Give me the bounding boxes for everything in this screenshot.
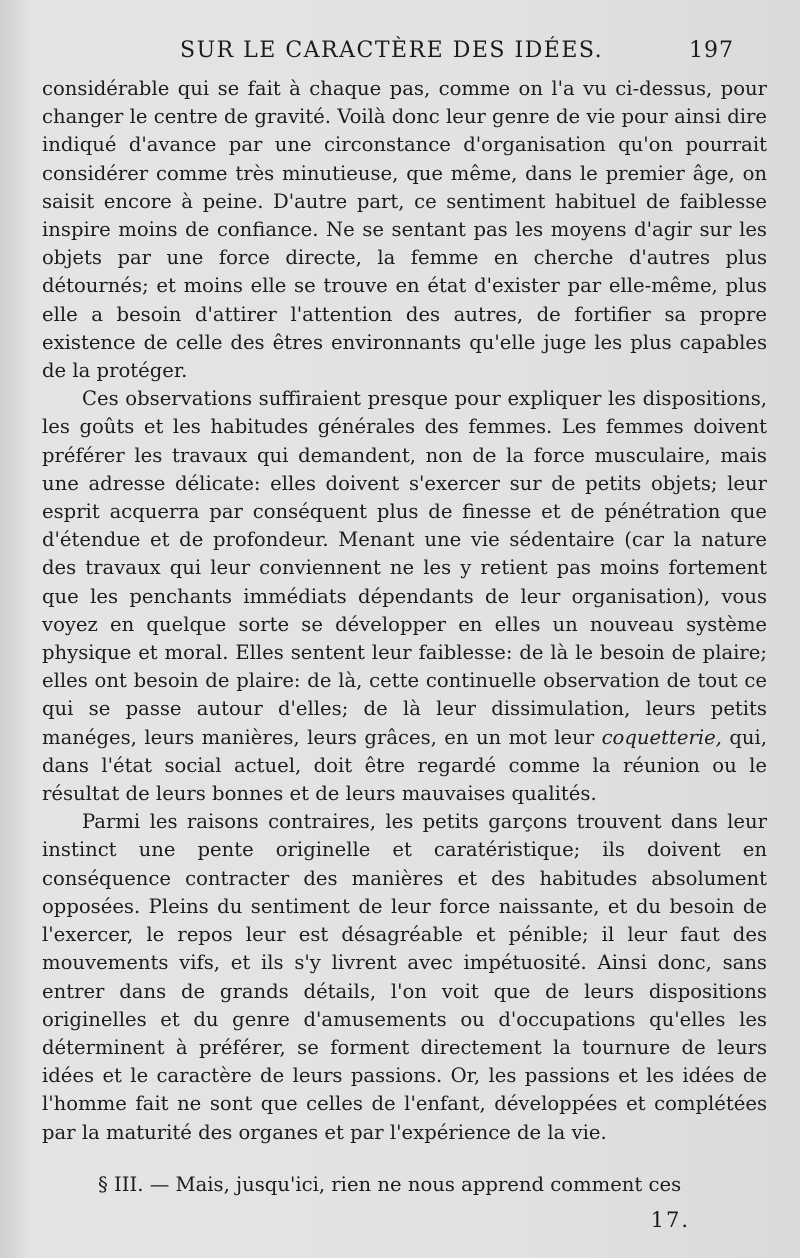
section-heading-paragraph: § III. — Mais, jusqu'ici, rien ne nous apprend comment ces	[98, 1172, 682, 1196]
emphasized-word: coquetterie,	[601, 725, 722, 749]
paragraph-dispositions	[42, 385, 767, 808]
page-number: 197	[689, 38, 734, 63]
running-title: SUR LE CARACTÈRE DES IDÉES.	[180, 38, 604, 63]
body-text	[42, 75, 767, 1199]
paragraph-continuation: considérable qui se fait à chaque pas, comme on l'a vu ci-dessus, pour changer le centre de gravité. Voilà donc leur genre de vie pour ainsi dire indiqué d'avance par une circonstance d'organisation qu'on pourrait considérer comme très minutieuse, que même, dans le premier âge, on saisit encore à peine. D'autre part, ce sentiment habituel de faiblesse inspire moins de confiance. Ne se sentant pas les moyens d'agir sur les objets par une force directe, la femme en cherche d'autres plus détournés; et moins elle se trouve en état d'exister par elle-même, plus elle a besoin d'attirer l'attention des autres, de fortifier sa propre existence de celle des êtres environnants qu'elle juge les plus capables de la protéger.	[42, 77, 767, 383]
page-header	[180, 38, 740, 68]
signature-mark: 17.	[650, 1208, 690, 1232]
paragraph-text: Ces observations suffiraient presque pour expliquer les dispositions, les goûts et les habitudes générales des femmes. Les femmes doivent préférer les travaux qui demandent, non de la force musculaire, mais une adresse délicate: elles doivent s'exercer sur de petits objets; leur esprit acquerra par conséquent plus de finesse et de pénétration que d'étendue et de profondeur. Menant une vie sédentaire (car la nature des travaux qui leur conviennent ne les y retient pas moins fortement que les penchants immédiats dépendants de leur organisation), vous voyez en quelque sorte se développer en elles un nouveau système physique et moral. Elles sentent leur faiblesse: de là le besoin de plaire; elles ont besoin de plaire: de là, cette continuelle observation de tout ce qui se passe autour d'elles; de là leur dissimulation, leurs petits manéges, leurs manières, leurs grâces, en un mot leur	[42, 387, 767, 749]
paragraph-text: qui, dans l'état social actuel, doit être regardé comme la réunion ou le résultat de leurs bonnes et de leurs mauvaises qualités.	[42, 725, 767, 806]
paragraph-boys: Parmi les raisons contraires, les petits garçons trouvent dans leur instinct une pente originelle et caratéristique; ils doivent en conséquence contracter des manières et des habitudes absolument opposées. Pleins du sentiment de leur force naissante, et du besoin de l'exercer, le repos leur est désagréable et pénible; il leur faut des mouvements vifs, et ils s'y livrent avec impétuosité. Ainsi donc, sans entrer dans de grands détails, l'on voit que de leurs dispositions originelles et du genre d'amusements ou d'occupations qu'elles les déterminent à préférer, se forment directement la tournure de leurs idées et le caractère de leurs passions. Or, les passions et les idées de l'homme fait ne sont que celles de l'enfant, développées et complétées par la maturité des organes et par l'expérience de la vie.	[42, 810, 767, 1144]
